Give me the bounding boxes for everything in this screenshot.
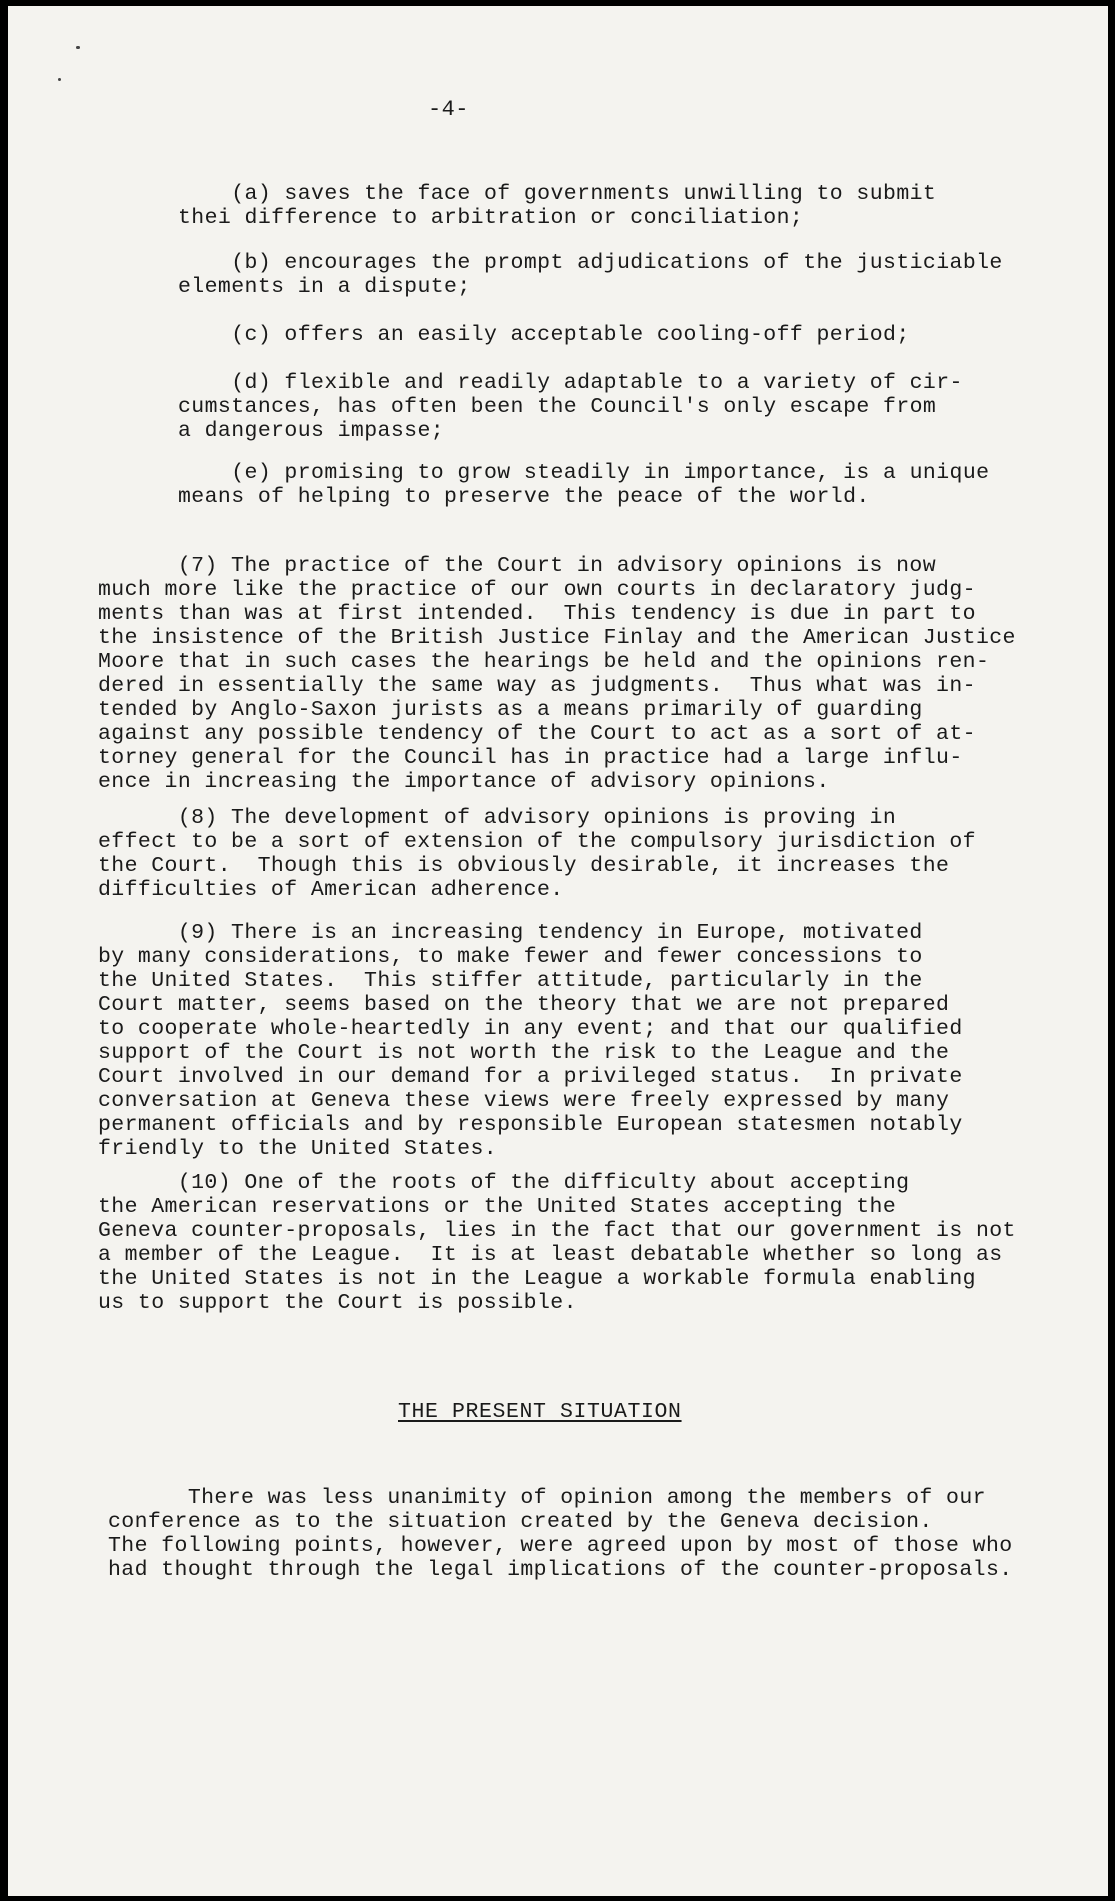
closing-paragraph: There was less unanimity of opinion among the members of our conference as to the situation created by the Geneva decision. The following points, however, were agreed upon by most of those who had thought through the legal implications of the counter-proposals. xyxy=(108,1486,1013,1582)
list-item-e: (e) promising to grow steadily in importance, is a unique means of helping to preserve the peace of the world. xyxy=(178,461,990,509)
list-item-d: (d) flexible and readily adaptable to a variety of cir- cumstances, has often been the Council's only escape from a dangerous impasse; xyxy=(178,371,963,443)
paper-speck xyxy=(58,78,61,81)
page-number: -4- xyxy=(428,97,469,122)
paragraph-10: (10) One of the roots of the difficulty about accepting the American reservations or the United States accepting the Geneva counter-proposals, lies in the fact that our government is not a member of the League. It is at least debatable whether so long as the United States is not in the League a workable formula enabling us to support the Court is possible. xyxy=(98,1171,1016,1315)
document-page xyxy=(8,6,1108,1896)
paragraph-9: (9) There is an increasing tendency in Europe, motivated by many considerations, to make fewer and fewer concessions to the United States. This stiffer attitude, particularly in the Court matter, seems based on the theory that we are not prepared to cooperate whole-heartedly in any event; and that our qualified support of the Court is not worth the risk to the League and the Court involved in our demand for a privileged status. In private conversation at Geneva these views were freely expressed by many permanent officials and by responsible European statesmen notably friendly to the United States. xyxy=(98,921,963,1161)
paragraph-8: (8) The development of advisory opinions is proving in effect to be a sort of extension of the compulsory jurisdiction of the Court. Though this is obviously desirable, it increases the difficulties of American adherence. xyxy=(98,806,976,902)
list-item-a: (a) saves the face of governments unwilling to submit thei difference to arbitration or conciliation; xyxy=(178,182,937,230)
list-item-c: (c) offers an easily acceptable cooling-off period; xyxy=(178,323,910,347)
section-heading: THE PRESENT SITUATION xyxy=(398,1400,682,1424)
paper-speck xyxy=(76,46,80,49)
list-item-b: (b) encourages the prompt adjudications of the justiciable elements in a dispute; xyxy=(178,251,1003,299)
paragraph-7: (7) The practice of the Court in advisory opinions is now much more like the practice of our own courts in declaratory judg- ments than was at first intended. This tendency is due in part to the insistence of the British Justice Finlay and the American Justice Moore that in such cases the hearings be held and the opinions ren- dered in essentially the same way as judgments. Thus what was in- tended by Anglo-Saxon jurists as a means primarily of guarding against any possible tendency of the Court to act as a sort of at- torney general for the Council has in practice had a large influ- ence in increasing the importance of advisory opinions. xyxy=(98,554,1016,794)
